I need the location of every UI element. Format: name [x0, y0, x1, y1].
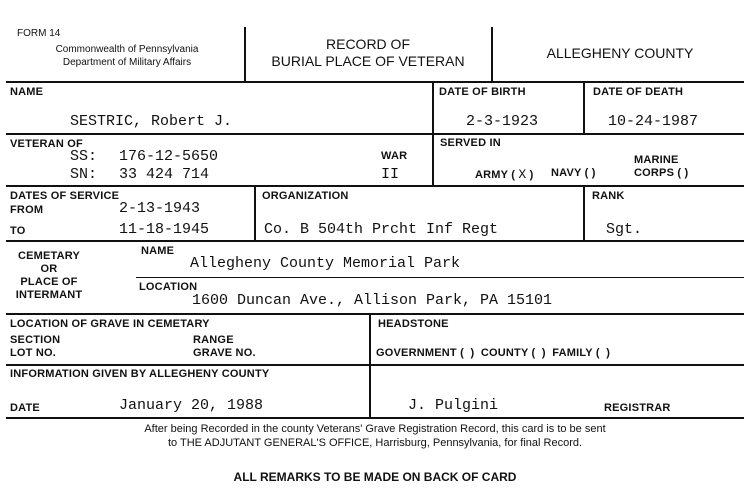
organization-label: ORGANIZATION: [262, 190, 349, 202]
organization-value: Co. B 504th Prcht Inf Regt: [264, 221, 499, 238]
navy-option: NAVY ( ): [551, 167, 596, 179]
cemetery-label-line-1: CEMETARY: [17, 250, 81, 262]
headstone-options: GOVERNMENT ( ) COUNTY ( ) FAMILY ( ): [376, 347, 611, 359]
army-mark: X: [518, 167, 527, 182]
agency-line-1: Commonwealth of Pennsylvania: [55, 44, 199, 55]
cemetery-label: [6, 250, 92, 302]
cemetery-name-label: NAME: [141, 245, 175, 257]
ss-value: 176-12-5650: [119, 148, 219, 165]
name-label: NAME: [10, 86, 44, 98]
date-value: January 20, 1988: [119, 397, 264, 414]
section-label: SECTION: [10, 334, 61, 346]
agency-line-2: Department of Military Affairs: [62, 57, 192, 68]
service-to-value: 11-18-1945: [119, 221, 210, 238]
ss-label: SS:: [70, 148, 98, 165]
remarks-note: ALL REMARKS TO BE MADE ON BACK OF CARD: [233, 470, 517, 484]
lot-no-label: LOT NO.: [10, 347, 57, 359]
headstone-label: HEADSTONE: [378, 318, 449, 330]
marine-label: MARINE: [634, 154, 679, 166]
to-label: TO: [10, 225, 26, 237]
sn-label: SN:: [70, 166, 98, 183]
form-number: FORM 14: [17, 28, 61, 39]
form-title-line-1: RECORD OF: [326, 36, 410, 52]
army-label: ARMY (: [475, 169, 516, 181]
grave-no-label: GRAVE NO.: [193, 347, 256, 359]
served-in-label: SERVED IN: [440, 137, 501, 149]
army-option: [475, 167, 534, 182]
war-label: WAR: [381, 150, 408, 162]
registrar-label: REGISTRAR: [604, 402, 671, 414]
footer-instruction-line-1: After being Recorded in the county Veterans' Grave Registration Record, this card is to be sent: [144, 423, 606, 435]
rank-label: RANK: [592, 190, 625, 202]
dod-value: 10-24-1987: [608, 113, 699, 130]
veteran-name-value: SESTRIC, Robert J.: [70, 113, 233, 130]
from-label: FROM: [10, 204, 44, 216]
veteran-of-label: VETERAN OF: [10, 138, 83, 150]
info-given-label: INFORMATION GIVEN BY ALLEGHENY COUNTY: [10, 368, 270, 380]
war-value: II: [381, 166, 400, 183]
county-name: ALLEGHENY COUNTY: [546, 45, 694, 61]
footer-instruction-line-2: to THE ADJUTANT GENERAL'S OFFICE, Harrisburg, Pennsylvania, for final Record.: [167, 437, 583, 449]
location-label: LOCATION: [139, 281, 198, 293]
service-from-value: 2-13-1943: [119, 200, 201, 217]
form-title-line-2: BURIAL PLACE OF VETERAN: [271, 53, 465, 69]
cemetery-label-line-2: OR: [40, 263, 58, 275]
cemetery-name-value: Allegheny County Memorial Park: [190, 255, 461, 272]
date-label: DATE: [10, 402, 40, 414]
cemetery-location-value: 1600 Duncan Ave., Allison Park, PA 15101: [192, 292, 553, 309]
grave-location-label: LOCATION OF GRAVE IN CEMETARY: [10, 318, 210, 330]
dates-of-service-label: DATES OF SERVICE: [10, 190, 120, 202]
registrar-name-value: J. Pulgini: [408, 397, 499, 414]
sn-value: 33 424 714: [119, 166, 210, 183]
marine-corps-option: CORPS ( ): [634, 167, 689, 179]
rank-value: Sgt.: [606, 221, 643, 238]
range-label: RANGE: [193, 334, 234, 346]
dob-label: DATE OF BIRTH: [439, 86, 526, 98]
dod-label: DATE OF DEATH: [593, 86, 684, 98]
dob-value: 2-3-1923: [466, 113, 539, 130]
army-close: ): [529, 169, 534, 181]
cemetery-label-line-3: PLACE OF: [20, 276, 78, 288]
cemetery-label-line-4: INTERMANT: [15, 289, 83, 301]
